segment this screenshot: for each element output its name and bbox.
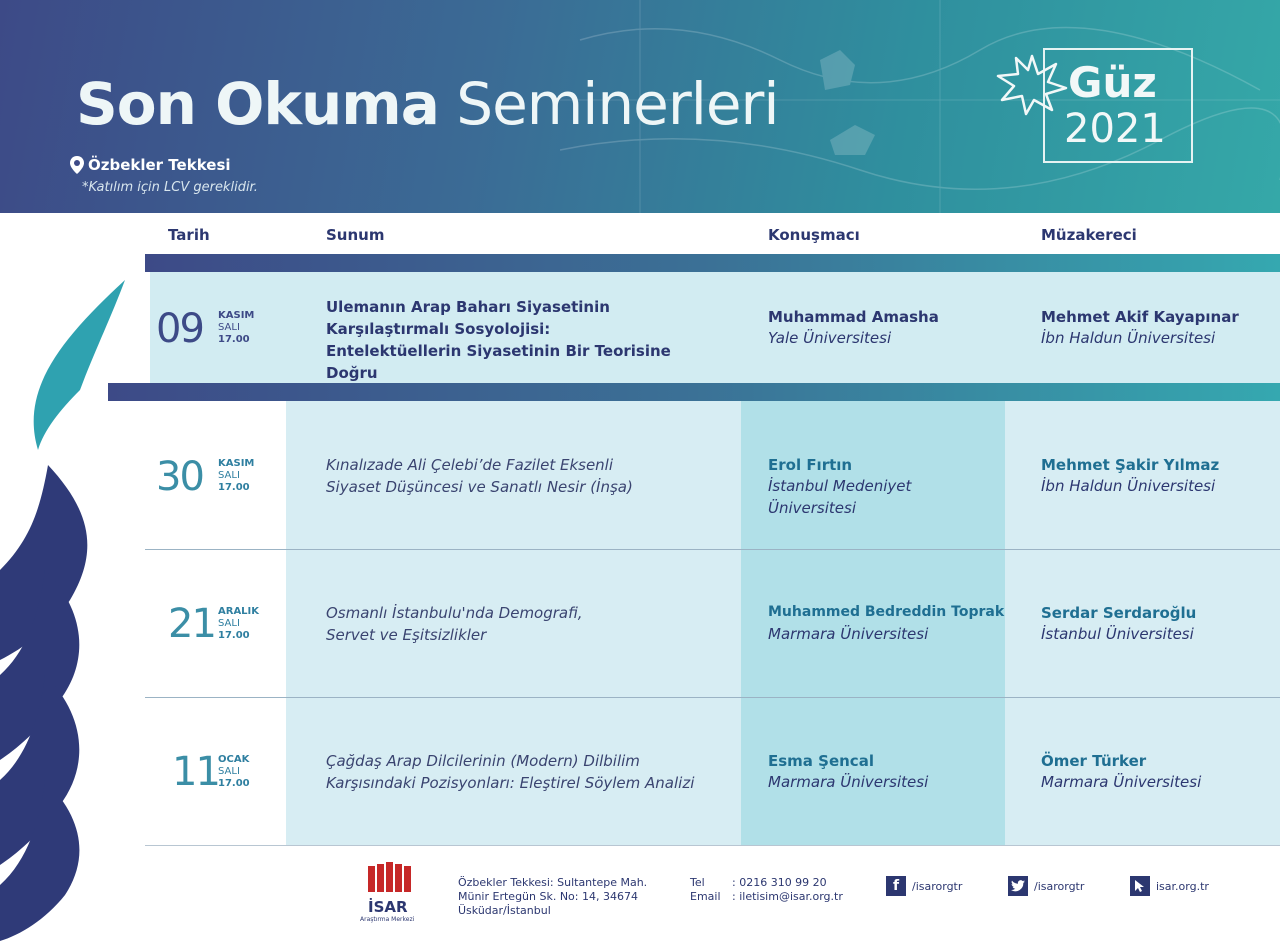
- seminar-date-info: [218, 310, 254, 346]
- seminar-month: KASIM: [218, 458, 255, 469]
- row-separator: [145, 697, 1280, 698]
- logo-subtitle: Araştırma Merkezi: [360, 916, 415, 923]
- speaker-name: Esma Şencal: [768, 752, 874, 770]
- seminar-talk-title: Çağdaş Arap Dilcilerinin (Modern) Dilbilim Karşısındaki Pozisyonları: Eleştirel Söylem Analizi: [326, 752, 695, 792]
- row-separator: [145, 549, 1280, 550]
- tel-value: : 0216 310 99 20: [732, 876, 827, 889]
- website-url: isar.org.tr: [1156, 879, 1209, 893]
- discussant-affiliation: İbn Haldun Üniversitesi: [1041, 329, 1216, 347]
- speaker-name: Erol Fırtın: [768, 456, 853, 474]
- rsvp-note: *Katılım için LCV gereklidir.: [82, 180, 258, 195]
- seminar-day: 11: [172, 749, 219, 795]
- seminar-date-info: [218, 754, 250, 790]
- speaker-name: Muhammed Bedreddin Toprak: [768, 604, 1005, 620]
- discussant-affiliation: İbn Haldun Üniversitesi: [1041, 477, 1216, 495]
- twitter-link[interactable]: [1008, 876, 1084, 896]
- discussant-name: Mehmet Şakir Yılmaz: [1041, 456, 1220, 474]
- seminar-month: OCAK: [218, 754, 250, 765]
- isar-logo: [364, 862, 414, 898]
- venue-label: Özbekler Tekkesi: [88, 156, 231, 174]
- top-strip: [145, 254, 1280, 272]
- column-header-date: Tarih: [168, 226, 210, 244]
- seminar-day: 21: [168, 601, 215, 647]
- email-label: Email: [690, 890, 721, 903]
- seminar-weekday: SALI: [218, 766, 240, 777]
- facebook-handle: /isarorgtr: [912, 879, 963, 893]
- seminar-day: 30: [156, 454, 203, 500]
- column-header-talk: Sunum: [326, 226, 385, 244]
- decorative-ribbon: [0, 280, 130, 941]
- discussant-name: Mehmet Akif Kayapınar: [1041, 308, 1239, 326]
- seminar-month: KASIM: [218, 310, 255, 321]
- seminar-talk-title: Kınalızade Ali Çelebi’de Fazilet Eksenli Siyaset Düşüncesi ve Sanatlı Nesir (İnşa): [326, 456, 633, 496]
- season-year: 2021: [1064, 106, 1166, 152]
- address-line: Özbekler Tekkesi: Sultantepe Mah.: [458, 876, 648, 889]
- speaker-affiliation: İstanbul Medeniyet Üniversitesi: [768, 477, 912, 517]
- cursor-icon: [1130, 876, 1150, 896]
- discussant-affiliation: İstanbul Üniversitesi: [1041, 625, 1194, 643]
- season-word: Güz: [1068, 58, 1157, 107]
- twitter-handle: /isarorgtr: [1034, 879, 1085, 893]
- website-link[interactable]: [1130, 876, 1209, 896]
- header-banner: [0, 0, 1280, 213]
- contact-info: [690, 876, 843, 904]
- speaker-name: Muhammad Amasha: [768, 308, 939, 326]
- column-header-discussant: Müzakereci: [1041, 226, 1137, 244]
- discussant-name: Serdar Serdaroğlu: [1041, 604, 1197, 622]
- title-light: Seminerleri: [456, 70, 779, 138]
- discussant-name: Ömer Türker: [1041, 752, 1147, 770]
- page-title: [76, 70, 778, 138]
- column-header-speaker: Konuşmacı: [768, 226, 860, 244]
- seminar-month: ARALIK: [218, 606, 260, 617]
- seminar-time: 17.00: [218, 482, 250, 493]
- seminar-time: 17.00: [218, 630, 250, 641]
- facebook-icon: f: [886, 876, 906, 896]
- footer-divider: [145, 845, 1280, 846]
- bottom-strip: [108, 383, 1280, 401]
- discussant-affiliation: Marmara Üniversitesi: [1041, 773, 1202, 791]
- speaker-affiliation: Yale Üniversitesi: [768, 329, 892, 347]
- address-line: Üsküdar/İstanbul: [458, 904, 551, 917]
- tel-label: Tel: [690, 876, 705, 889]
- address: [458, 876, 647, 918]
- seminar-time: 17.00: [218, 334, 250, 345]
- seminar-weekday: SALI: [218, 322, 240, 333]
- venue: [70, 156, 231, 174]
- speaker-affiliation: Marmara Üniversitesi: [768, 625, 929, 643]
- location-pin-icon: [70, 156, 84, 174]
- seminar-date-info: [218, 458, 254, 494]
- logo-name: İSAR: [368, 898, 408, 916]
- seminar-date-info: [218, 606, 259, 642]
- seminar-time: 17.00: [218, 778, 250, 789]
- twitter-icon: [1008, 876, 1028, 896]
- seminar-talk-title: Ulemanın Arap Baharı Siyasetinin Karşılaştırmalı Sosyolojisi: Entelektüellerin Siyasetinin Bir Teorisine Doğru: [326, 298, 671, 382]
- address-line: Münir Ertegün Sk. No: 14, 34674: [458, 890, 638, 903]
- seminar-day: 09: [156, 306, 203, 352]
- title-bold: Son Okuma: [76, 70, 439, 138]
- seminar-talk-title: Osmanlı İstanbulu'nda Demografi, Servet ve Eşitsizlikler: [326, 604, 583, 644]
- seminar-weekday: SALI: [218, 470, 240, 481]
- speaker-affiliation: Marmara Üniversitesi: [768, 773, 929, 791]
- facebook-link[interactable]: [886, 876, 962, 896]
- leaf-icon: [994, 50, 1070, 116]
- email-value: : iletisim@isar.org.tr: [732, 890, 843, 903]
- seminar-weekday: SALI: [218, 618, 240, 629]
